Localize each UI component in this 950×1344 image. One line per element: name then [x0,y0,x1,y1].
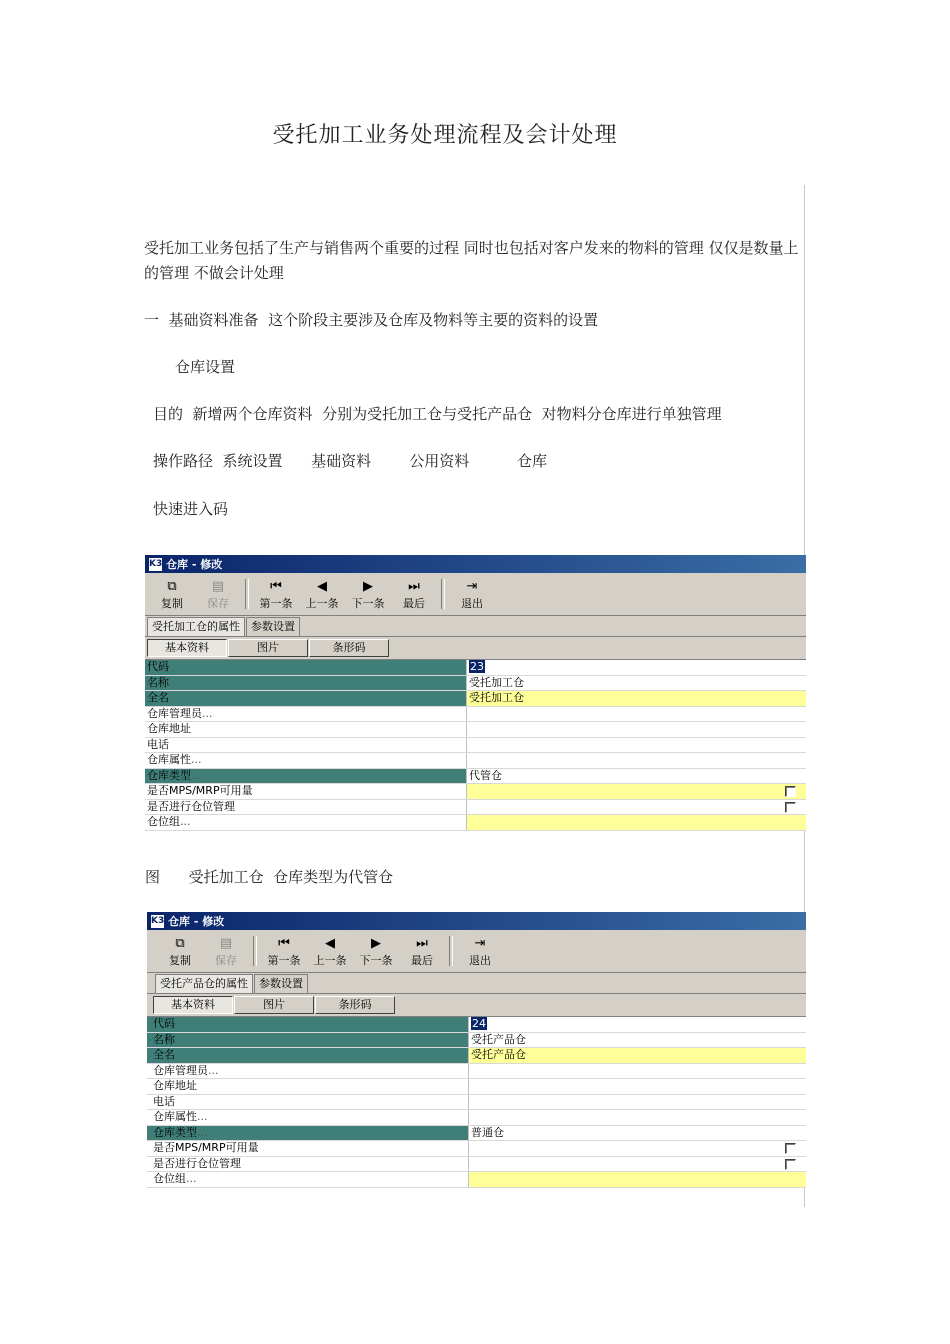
save-button[interactable] [195,573,241,615]
exit-icon: ⇥ [474,935,486,951]
field-label: 电话 [145,738,467,753]
first-record-label: 第一条 [267,953,301,967]
save-label: 保存 [215,953,237,967]
window-titlebar [147,912,806,930]
subtab-picture[interactable]: 图片 [228,639,308,657]
first-record-button[interactable] [253,573,299,615]
next-record-button[interactable] [353,930,399,972]
attribute-field[interactable] [469,1110,806,1125]
next-record-label: 下一条 [351,596,385,610]
field-label: 全名 [147,1048,469,1063]
location-group-field[interactable] [469,1172,806,1187]
row-attribute [145,753,806,769]
exit-label: 退出 [461,596,483,610]
field-label: 仓库类型... [145,769,467,784]
last-record-icon: ⏭ [408,578,420,594]
row-code [147,1017,806,1033]
name-field[interactable]: 受托产品仓 [471,1032,526,1046]
phone-field[interactable] [467,738,806,753]
fullname-field[interactable]: 受托产品仓 [469,1048,806,1063]
warehouse-dialog-1 [145,555,806,831]
mps-checkbox[interactable] [785,1143,796,1154]
toolbar [147,930,806,973]
row-fullname [145,691,806,707]
location-mgmt-checkbox[interactable] [785,802,796,813]
info-subtabs [145,637,806,659]
row-location-mgmt [145,800,806,816]
k3-logo-icon: K3 [148,557,163,572]
attribute-field[interactable] [467,753,806,768]
address-field[interactable] [469,1079,806,1094]
field-label: 仓库属性... [147,1110,469,1125]
field-label: 电话 [147,1095,469,1110]
field-label: 是否进行仓位管理 [147,1157,469,1172]
field-label: 是否MPS/MRP可用量 [147,1141,469,1156]
row-code [145,660,806,676]
operation-path-text: 操作路径 系统设置 基础资料 公用资料 仓库 [153,452,547,470]
last-record-button[interactable] [399,930,445,972]
copy-label: 复制 [161,596,183,610]
field-label: 仓位组... [147,1172,469,1187]
code-value: 23 [470,660,484,673]
subtab-picture[interactable]: 图片 [234,996,314,1014]
fullname-field[interactable]: 受托加工仓 [467,691,806,706]
address-field[interactable] [467,722,806,737]
copy-button[interactable] [149,573,195,615]
row-mps [147,1141,806,1157]
field-label: 代码 [145,660,467,675]
property-tabs [145,616,806,637]
toolbar [145,573,806,616]
prev-record-button[interactable] [299,573,345,615]
property-grid [145,659,806,831]
prev-record-button[interactable] [307,930,353,972]
type-field[interactable]: 普通仓 [471,1125,504,1139]
field-label: 仓位组... [145,815,467,830]
mps-field [469,1141,806,1156]
location-group-field[interactable] [467,815,806,830]
toolbar-separator [253,936,257,966]
toolbar-separator [449,936,453,966]
field-label: 名称 [145,676,467,691]
type-field[interactable]: 代管仓 [469,768,502,782]
row-type [147,1126,806,1142]
next-record-button[interactable] [345,573,391,615]
code-field[interactable] [469,1017,806,1032]
mps-checkbox[interactable] [785,786,796,797]
save-button[interactable] [203,930,249,972]
first-record-label: 第一条 [259,596,293,610]
subsection-heading: 仓库设置 [175,358,236,376]
exit-icon: ⇥ [466,578,478,594]
row-name [145,676,806,692]
row-location-group [147,1172,806,1188]
row-manager [145,707,806,723]
row-location-group [145,815,806,831]
next-record-label: 下一条 [359,953,393,967]
toolbar-separator [441,579,445,609]
field-label: 仓库管理员... [145,707,467,722]
tab-parameters[interactable]: 参数设置 [246,617,300,636]
exit-button[interactable] [457,930,503,972]
copy-label: 复制 [169,953,191,967]
next-record-icon: ▶ [371,935,381,951]
last-record-label: 最后 [403,596,425,610]
code-field[interactable] [467,660,806,675]
page-title: 受托加工业务处理流程及会计处理 [272,123,618,148]
row-phone [147,1095,806,1111]
property-tabs [147,973,806,994]
purpose-text: 目的 新增两个仓库资料 分别为受托加工仓与受托产品仓 对物料分仓库进行单独管理 [153,405,722,423]
row-manager [147,1064,806,1080]
exit-label: 退出 [469,953,491,967]
warehouse-dialog-2 [147,912,806,1188]
save-icon: ▤ [211,578,225,594]
field-label: 仓库地址 [147,1079,469,1094]
field-label: 是否进行仓位管理 [145,800,467,815]
property-grid [147,1016,806,1188]
subtab-barcode[interactable]: 条形码 [309,639,389,657]
tab-properties[interactable]: 受托加工仓的属性 [147,617,245,636]
intro-paragraph: 受托加工业务包括了生产与销售两个重要的过程 同时也包括对客户发来的物料的管理 仅仅是数量上的管理 不做会计处理 [144,239,799,282]
field-label: 代码 [147,1017,469,1032]
subtab-barcode[interactable]: 条形码 [315,996,395,1014]
copy-button[interactable] [157,930,203,972]
prev-record-label: 上一条 [305,596,339,610]
prev-record-label: 上一条 [313,953,347,967]
copy-icon: ⧉ [167,578,177,594]
last-record-label: 最后 [411,953,433,967]
row-type [145,769,806,785]
first-record-icon: ⏮ [270,578,282,594]
section-heading-1: 一 基础资料准备 这个阶段主要涉及仓库及物料等主要的资料的设置 [144,311,599,329]
field-label: 仓库类型... [147,1126,469,1141]
row-fullname [147,1048,806,1064]
last-record-icon: ⏭ [416,935,428,951]
prev-record-icon: ◀ [317,578,327,594]
tab-properties[interactable]: 受托产品仓的属性 [155,974,253,993]
save-label: 保存 [207,596,229,610]
save-icon: ▤ [219,935,233,951]
field-label: 名称 [147,1033,469,1048]
quick-code-text: 快速进入码 [153,500,229,518]
location-mgmt-field [469,1157,806,1172]
row-name [147,1033,806,1049]
figure-caption-1: 图 受托加工仓 仓库类型为代管仓 [145,868,394,886]
exit-button[interactable] [449,573,495,615]
info-subtabs [147,994,806,1016]
tab-parameters[interactable]: 参数设置 [254,974,308,993]
manager-field[interactable] [467,707,806,722]
location-mgmt-field [467,800,806,815]
toolbar-separator [245,579,249,609]
first-record-button[interactable] [261,930,307,972]
row-address [147,1079,806,1095]
field-label: 仓库管理员... [147,1064,469,1079]
window-title: 仓库 - 修改 [168,915,225,928]
last-record-button[interactable] [391,573,437,615]
copy-icon: ⧉ [175,935,185,951]
code-value: 24 [472,1017,486,1030]
subtab-basic-info[interactable]: 基本资料 [153,996,233,1014]
field-label: 全名 [145,691,467,706]
mps-field [467,784,806,799]
name-field[interactable]: 受托加工仓 [469,675,524,689]
row-phone [145,738,806,754]
row-address [145,722,806,738]
field-label: 是否MPS/MRP可用量 [145,784,467,799]
row-attribute [147,1110,806,1126]
manager-field[interactable] [469,1064,806,1079]
field-label: 仓库地址 [145,722,467,737]
first-record-icon: ⏮ [278,935,290,951]
field-label: 仓库属性... [145,753,467,768]
next-record-icon: ▶ [363,578,373,594]
subtab-basic-info[interactable]: 基本资料 [147,639,227,657]
row-mps [145,784,806,800]
row-location-mgmt [147,1157,806,1173]
window-title: 仓库 - 修改 [166,558,223,571]
prev-record-icon: ◀ [325,935,335,951]
k3-logo-icon: K3 [150,914,165,929]
location-mgmt-checkbox[interactable] [785,1159,796,1170]
window-titlebar [145,555,806,573]
phone-field[interactable] [469,1095,806,1110]
